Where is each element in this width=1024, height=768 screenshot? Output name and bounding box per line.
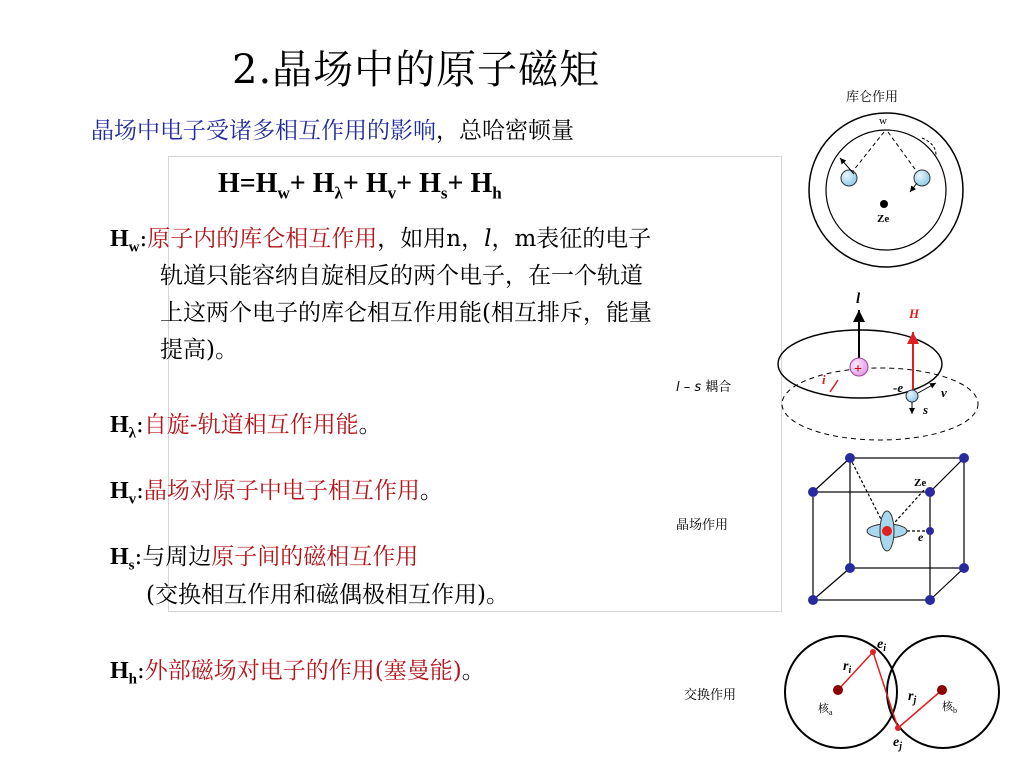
electron-j-label: $e_j$ — [893, 735, 902, 752]
hw-text1: ，如用n， — [377, 226, 485, 252]
hv-red-text: 晶场对原子中电子相互作用 — [143, 478, 420, 504]
crystal-field-label: 晶场作用 — [676, 518, 729, 533]
ls-label-dash: – — [679, 380, 695, 395]
nucleus-b-label: 核$_b$ — [942, 701, 957, 715]
hw-l-symbol: l — [484, 226, 492, 252]
subtitle-rest: ，总哈密顿量 — [436, 118, 574, 144]
ion — [959, 563, 969, 573]
crystal-atoms — [808, 453, 969, 605]
ion — [845, 453, 855, 463]
formula-sub-h: h — [492, 183, 502, 203]
hw-red-text: 原子内的库仑相互作用 — [147, 226, 378, 252]
ion — [808, 487, 818, 497]
hs-colon: : — [134, 544, 143, 570]
h-field-label: H — [909, 306, 920, 321]
velocity-arrow — [918, 383, 936, 393]
hh-label: H — [110, 658, 129, 684]
hs-label: H — [110, 544, 129, 570]
hs-pre: 与周边 — [142, 544, 212, 570]
formula-plus4: + H — [447, 168, 493, 199]
crystal-e: e — [918, 530, 924, 544]
hl-colon: : — [136, 412, 144, 438]
ion — [808, 595, 818, 605]
hh-sub: h — [128, 671, 138, 688]
cube-edge-3 — [813, 568, 850, 600]
hv-label: H — [110, 478, 129, 504]
hw-label: H — [110, 226, 129, 252]
r-j-vector — [898, 690, 942, 728]
formula-sub-v: v — [387, 183, 397, 203]
crystal-ze: Ze — [914, 477, 927, 489]
ion — [926, 527, 934, 535]
nucleus-dot — [880, 200, 888, 208]
electron-e-label: -e — [893, 380, 904, 395]
r-i-label: $r_i$ — [843, 659, 852, 676]
cube-front — [813, 492, 930, 600]
formula-prefix: H=H — [218, 168, 278, 199]
cube-edge-2 — [930, 458, 964, 492]
inner-orbit — [826, 130, 946, 250]
hv-end: 。 — [419, 478, 443, 504]
formula-sub-lambda: λ — [334, 183, 343, 203]
page-title: 2.晶场中的原子磁矩 — [232, 47, 601, 93]
coulomb-ze: Ze — [877, 213, 890, 225]
l-vector-label: l — [856, 291, 861, 307]
hw-line2: 轨道只能容纳自旋相反的两个电子，在一个轨道 — [160, 263, 643, 289]
hh-colon: : — [137, 658, 145, 684]
hl-red-text: 自旋-轨道相互作用能 — [143, 412, 359, 438]
nucleus-b — [937, 685, 947, 695]
ls-coupling-diagram — [778, 291, 978, 440]
electron-i — [870, 649, 876, 655]
hl-sub: λ — [128, 425, 137, 442]
electron-left — [841, 170, 857, 186]
hh-end: 。 — [461, 658, 485, 684]
coulomb-w: w — [879, 115, 887, 127]
nucleus-a — [833, 685, 843, 695]
rotation-arrow — [922, 138, 936, 155]
hl-label: H — [110, 412, 129, 438]
electron-j — [895, 725, 901, 731]
current-arrow — [830, 380, 838, 392]
hw-line3: 上这两个电子的库仑相互作用能(相互排斥，能量 — [160, 300, 652, 326]
hs-sub: s — [128, 557, 135, 574]
spin-s-label: s — [923, 402, 929, 417]
ls-label-rest: 耦合 — [701, 380, 732, 395]
outer-orbit — [809, 113, 963, 267]
current-i-label: i — [822, 372, 826, 387]
velocity-v-label: v — [941, 385, 947, 400]
formula-plus3: + H — [396, 168, 441, 199]
ls-label-l: l — [676, 380, 680, 395]
hs-red-text: 原子间的磁相互作用 — [211, 544, 419, 570]
hv-sub: v — [128, 491, 137, 508]
cube-edge-4 — [930, 568, 964, 600]
orbit-lower — [782, 368, 978, 440]
nucleus-a-label: 核$_a$ — [818, 703, 833, 717]
coulomb-label: 库仑作用 — [846, 90, 899, 105]
ion — [925, 487, 935, 497]
cube-edge-1 — [813, 458, 850, 492]
formula-sub-w: w — [277, 183, 290, 203]
subtitle-highlight: 晶场中电子受诸多相互作用的影响 — [91, 118, 436, 144]
formula-sub-s: s — [440, 183, 448, 203]
hh-red-text: 外部磁场对电子的作用(塞曼能) — [144, 658, 462, 684]
hs-line2: (交换相互作用和磁偶极相互作用)。 — [146, 582, 509, 608]
hw-colon: : — [139, 226, 148, 252]
exchange-label: 交换作用 — [684, 688, 737, 703]
exchange-diagram — [785, 636, 999, 752]
ion — [959, 453, 969, 463]
coulomb-diagram — [809, 113, 963, 267]
coulomb-line-right — [888, 132, 920, 176]
spin-arrow-right — [910, 183, 917, 192]
orbiting-electron — [906, 390, 918, 402]
electron-i-label: $e_i$ — [877, 637, 886, 654]
ion — [845, 563, 855, 573]
central-electron — [882, 526, 892, 536]
formula-plus1: + H — [289, 168, 335, 199]
nucleus-plus: + — [854, 362, 862, 377]
formula-plus2: + H — [342, 168, 388, 199]
ls-label-s: s — [694, 380, 702, 395]
hv-colon: : — [136, 478, 144, 504]
r-j-label: $r_j$ — [908, 689, 917, 706]
ion — [925, 595, 935, 605]
hl-end: 。 — [358, 412, 382, 438]
hw-sub: w — [128, 239, 140, 256]
hw-line4: 提高)。 — [160, 337, 238, 363]
hw-text1b: ，m表征的电子 — [491, 226, 652, 252]
